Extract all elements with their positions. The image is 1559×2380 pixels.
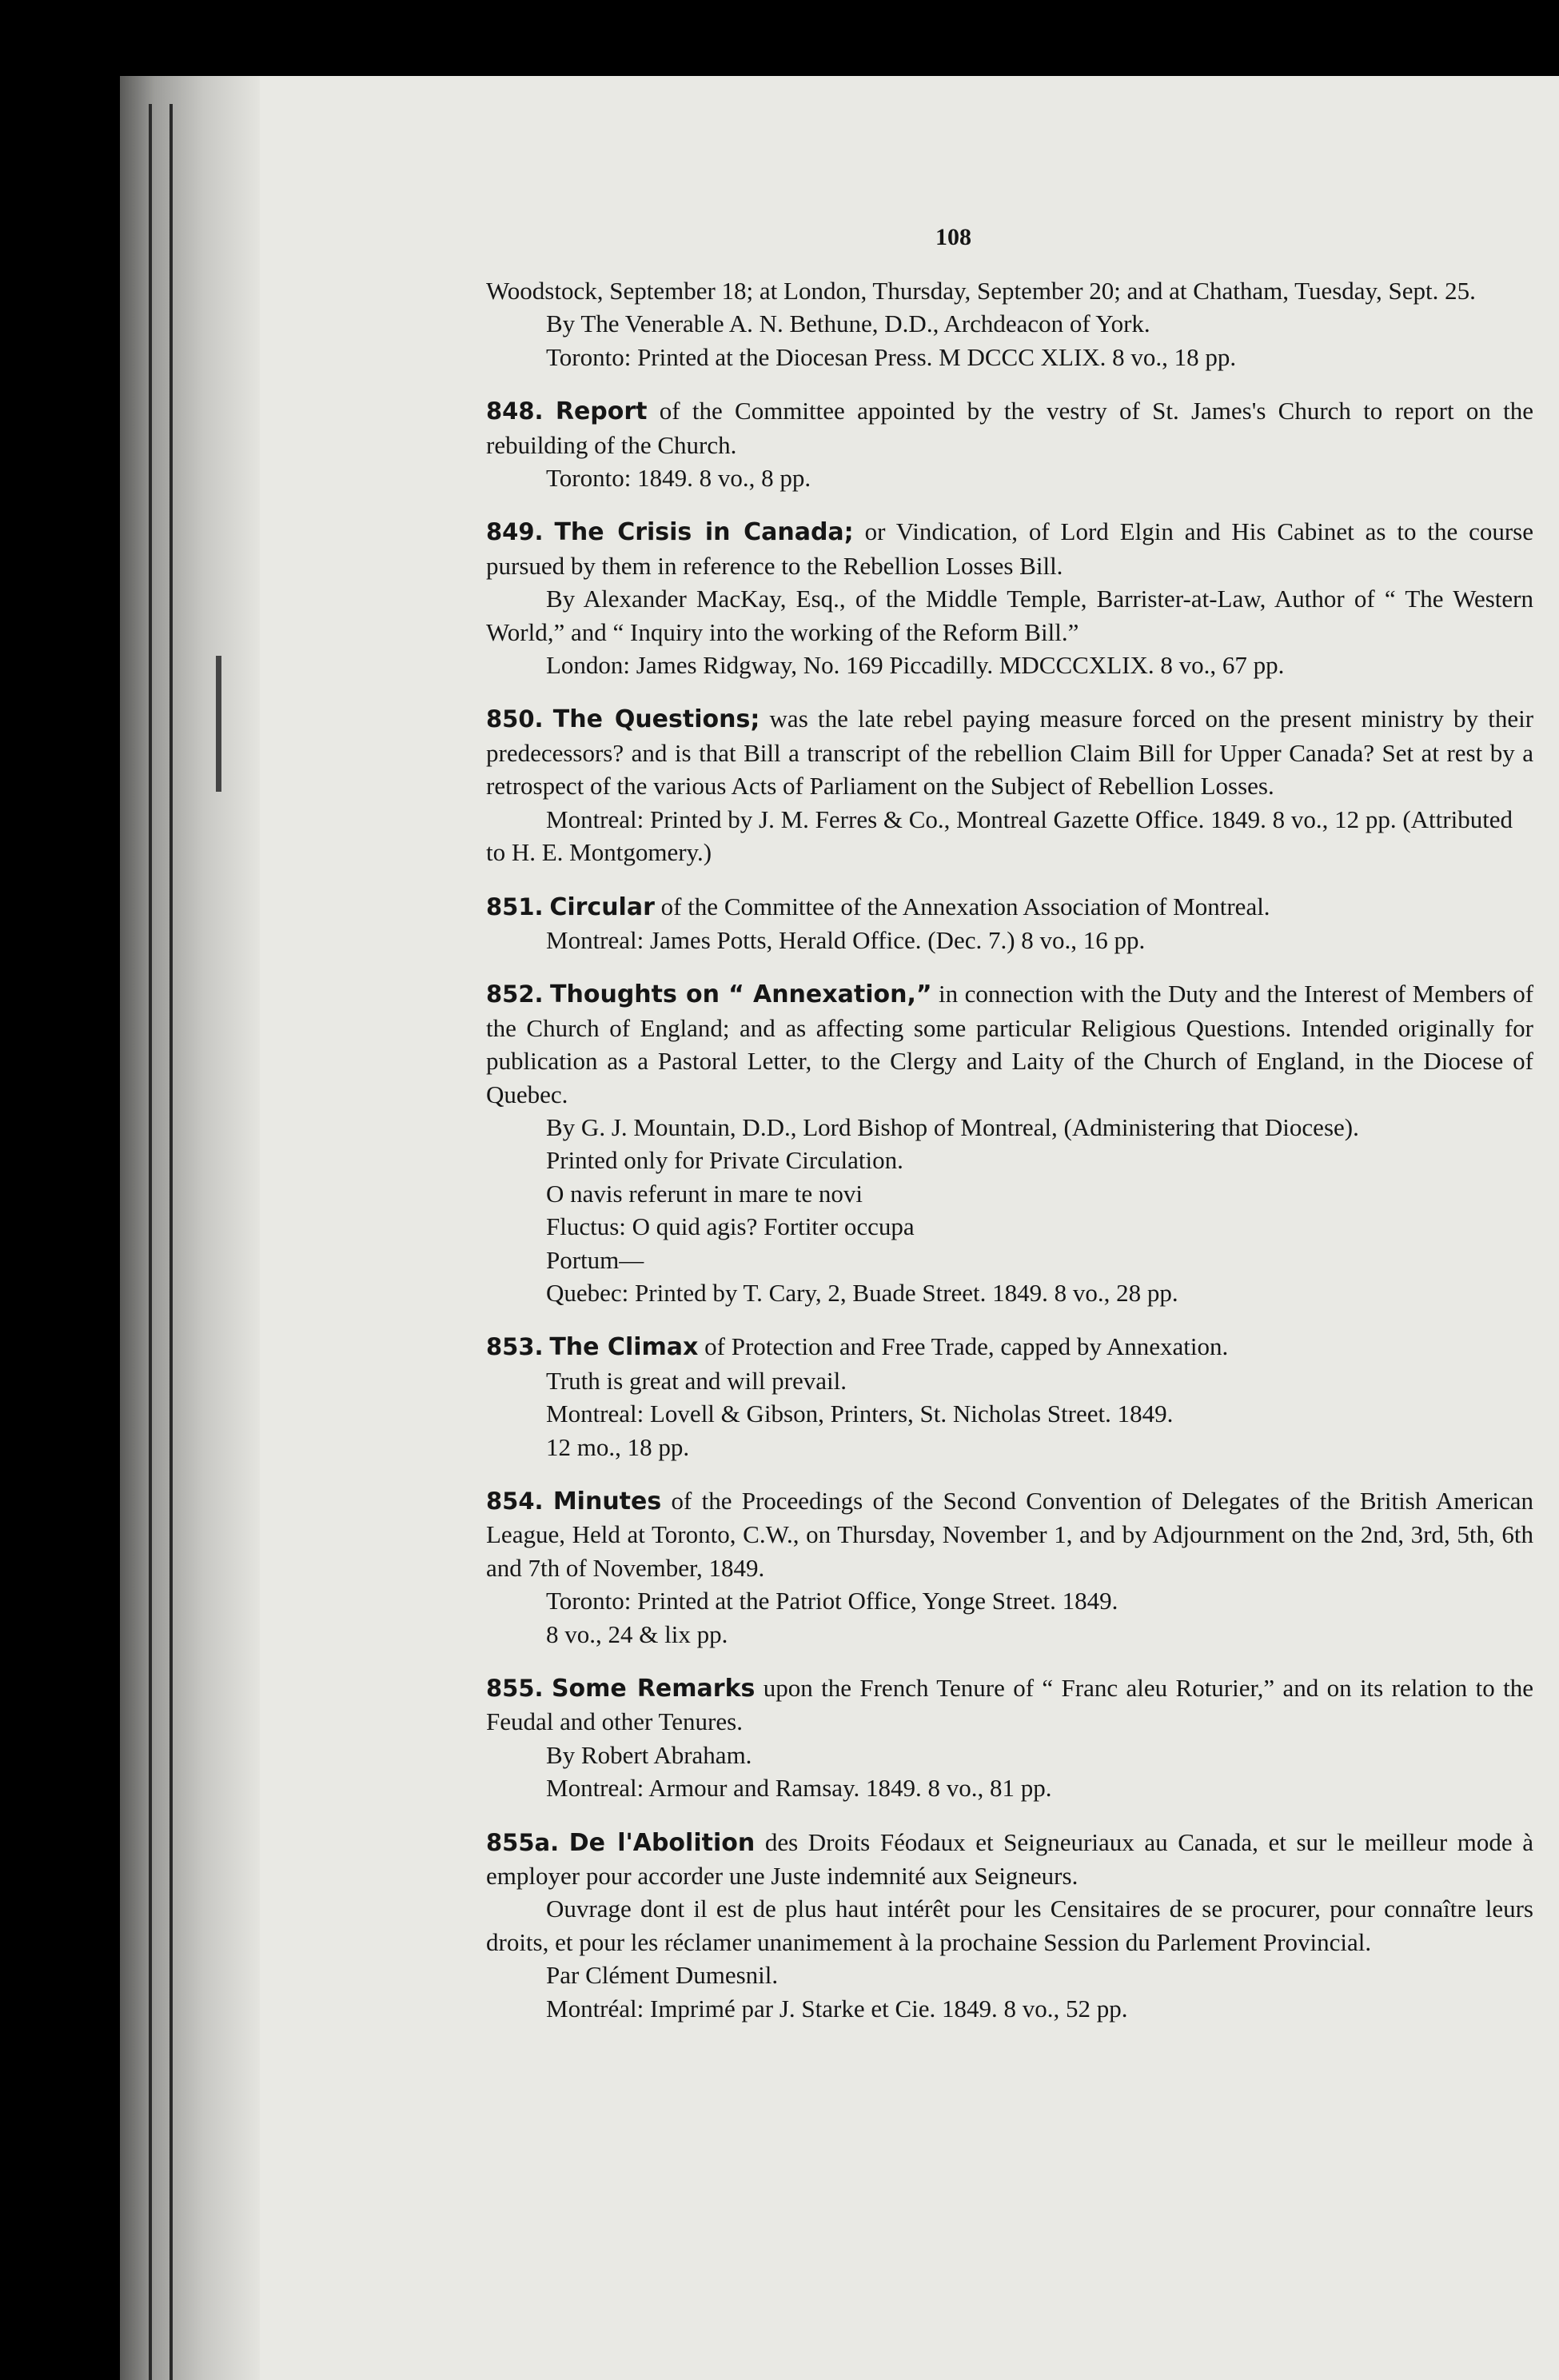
- gutter-line: [169, 104, 173, 2380]
- entry-line: of the Committee of the Annexation Association of Montreal.: [660, 892, 1270, 920]
- entry-number: 855a.: [486, 1828, 560, 1856]
- entry-number: 853.: [486, 1333, 544, 1361]
- intro-line: Woodstock, September 18; at London, Thursday, September 20; and at Chatham, Tuesday, Sept. 25.: [486, 277, 1476, 305]
- entry-head: The Climax: [549, 1333, 699, 1362]
- entry-853: [486, 1330, 1533, 1464]
- entry-line: Montreal: Lovell & Gibson, Printers, St. Nicholas Street. 1849.: [546, 1400, 1174, 1428]
- entry-number: 855.: [486, 1675, 544, 1703]
- margin-mark: [216, 656, 221, 792]
- entry-head: Minutes: [552, 1488, 662, 1515]
- entry-line: Truth is great and will prevail.: [546, 1366, 847, 1395]
- entry-line: 12 mo., 18 pp.: [546, 1432, 690, 1461]
- entry-line: Quebec: Printed by T. Cary, 2, Buade Street. 1849. 8 vo., 28 pp.: [546, 1278, 1178, 1307]
- entry-line: Montreal: Armour and Ramsay. 1849. 8 vo., 81 pp.: [546, 1774, 1052, 1803]
- entry-line: London: James Ridgway, No. 169 Piccadilly. MDCCCXLIX. 8 vo., 67 pp.: [546, 651, 1285, 680]
- entry-line: was the late rebel paying measure forced on the present ministry by their predecessors? and is that Bill a transcript of the rebellion Claim Bill for Upper Canada? Set at rest by a retrospect of the various Acts of Parliament on the Subject of Rebellion Losses.: [486, 705, 1534, 801]
- entry-line: Montreal: Printed by J. M. Ferres & Co., Montreal Gazette Office. 1849. 8 vo., 12 pp. (Attributed to H. E. Montgomery.): [486, 805, 1513, 867]
- entry-number: 851.: [486, 892, 544, 920]
- entry-855a: [486, 1826, 1533, 2025]
- entry-line: des Droits Féodaux et Seigneuriaux au Canada, et sur le meilleur mode à employer pour accorder une Juste indemnité aux Seigneurs.: [486, 1827, 1534, 1891]
- entry-line: Ouvrage dont il est de plus haut intérêt pour les Censitaires de se procurer, pour connaître leurs droits, et pour les réclamer unanimement à la prochaine Session du Parlement Provincial.: [486, 1895, 1533, 1956]
- entry-855: [486, 1671, 1533, 1805]
- entry-head: Thoughts on “ Annexation,”: [550, 980, 932, 1009]
- entry-head: The Questions;: [552, 705, 760, 734]
- entry-852: [486, 977, 1533, 1309]
- entry-head: Circular: [549, 892, 655, 921]
- entry-850: [486, 702, 1533, 869]
- page-number: 108: [935, 224, 971, 250]
- entry-number: 850.: [486, 705, 544, 733]
- entry-number: 854.: [486, 1488, 544, 1515]
- entry-line: of the Proceedings of the Second Convention of Delegates of the British American League, Held at Toronto, C.W., on Thursday, November 1, and by Adjournment on the 2nd, 3rd, 5th, 6th and 7th of November, 1849.: [486, 1487, 1534, 1582]
- entry-848: [486, 394, 1533, 494]
- entry-line: Montréal: Imprimé par J. Starke et Cie. 1849. 8 vo., 52 pp.: [546, 1994, 1128, 2023]
- entry-line: of Protection and Free Trade, capped by Annexation.: [704, 1332, 1229, 1361]
- entry-line: Printed only for Private Circulation.: [546, 1146, 903, 1175]
- entry-line: Toronto: 1849. 8 vo., 8 pp.: [546, 464, 811, 493]
- entry-head: The Crisis in Canada;: [554, 518, 854, 547]
- entry-head: Report: [555, 397, 648, 426]
- entry-line: By Alexander MacKay, Esq., of the Middle Temple, Barrister-at-Law, Author of “ The Western World,” and “ Inquiry into the working of the Reform Bill.”: [486, 585, 1533, 646]
- gutter-line: [149, 104, 152, 2380]
- page-gutter-shadow: [120, 76, 260, 2380]
- entry-line: upon the French Tenure of “ Franc aleu Roturier,” and on its relation to the Feudal and other Tenures.: [486, 1674, 1534, 1736]
- entry-number: 848.: [486, 397, 544, 425]
- entry-line: or Vindication, of Lord Elgin and His Cabinet as to the course pursued by them in reference to the Rebellion Losses Bill.: [486, 517, 1534, 580]
- page-body: [486, 274, 1533, 2025]
- intro-line: Toronto: Printed at the Diocesan Press. M DCCC XLIX. 8 vo., 18 pp.: [546, 342, 1237, 371]
- entry-line: O navis referunt in mare te novi: [546, 1179, 863, 1208]
- entry-line: Portum—: [546, 1245, 644, 1274]
- entry-line: of the Committee appointed by the vestry of St. James's Church to report on the rebuilding of the Church.: [486, 397, 1534, 459]
- entry-head: De l'Abolition: [568, 1828, 756, 1857]
- entry-line: Montreal: James Potts, Herald Office. (Dec. 7.) 8 vo., 16 pp.: [546, 925, 1146, 954]
- entry-851: [486, 890, 1533, 957]
- entry-line: in connection with the Duty and the Interest of Members of the Church of England; and as affecting some particular Religious Questions. Intended originally for publication as a Pastoral Letter, to the Clergy and Laity of the Church of England, in the Diocese of Quebec.: [486, 980, 1534, 1108]
- entry-number: 849.: [486, 518, 544, 546]
- entry-line: Fluctus: O quid agis? Fortiter occupa: [546, 1212, 915, 1241]
- entry-line: By Robert Abraham.: [546, 1740, 752, 1769]
- entry-line: 8 vo., 24 & lix pp.: [546, 1619, 728, 1648]
- entry-849: [486, 515, 1533, 681]
- intro-block: [486, 274, 1533, 373]
- entry-number: 852.: [486, 980, 544, 1008]
- entry-854: [486, 1484, 1533, 1651]
- intro-line: By The Venerable A. N. Bethune, D.D., Archdeacon of York.: [546, 309, 1150, 338]
- entry-line: By G. J. Mountain, D.D., Lord Bishop of Montreal, (Administering that Diocese).: [546, 1112, 1359, 1141]
- entry-head: Some Remarks: [551, 1675, 756, 1703]
- entry-line: Par Clément Dumesnil.: [546, 1961, 779, 1990]
- entry-line: Toronto: Printed at the Patriot Office, Yonge Street. 1849.: [546, 1587, 1118, 1615]
